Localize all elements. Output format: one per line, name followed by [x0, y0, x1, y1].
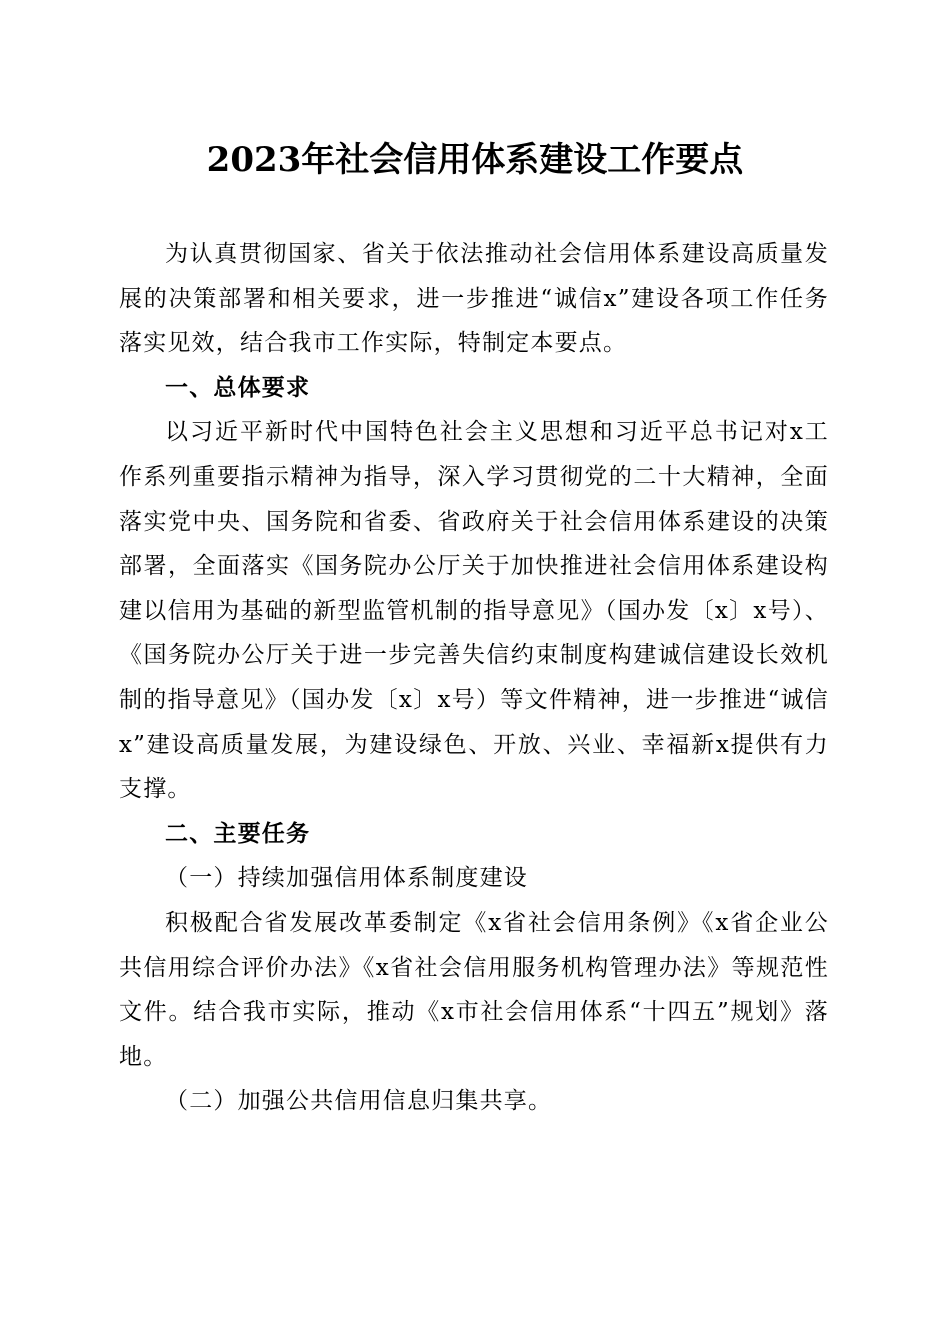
section-heading-overall-requirements: 一、总体要求 [165, 374, 311, 401]
subsection-heading-info-sharing: （二）加强公共信用信息归集共享。 [165, 1088, 553, 1115]
intro-paragraph: 为认真贯彻国家、省关于依法推动社会信用体系建设高质量发展的决策部署和相关要求，进一步推进“诚信x”建设各项工作任务落实见效，结合我市工作实际，特制定本要点。 [119, 241, 829, 357]
document-title: 2023年社会信用体系建设工作要点 [206, 140, 744, 180]
subsection-heading-credit-system: （一）持续加强信用体系制度建设 [165, 865, 528, 892]
overall-requirements-paragraph: 以习近平新时代中国特色社会主义思想和习近平总书记对x工作系列重要指示精神为指导，深入学习贯彻党的二十大精神，全面落实党中央、国务院和省委、省政府关于社会信用体系建设的决策部署，全面落实《国务院办公厅关于加快推进社会信用体系建设构建以信用为基础的新型监管机制的指导意见》（国办发〔x〕x号）、《国务院办公厅关于进一步完善失信约束制度构建诚信建设长效机制的指导意见》（国办发〔x〕x号）等文件精神，进一步推进“诚信x”建设高质量发展，为建设绿色、开放、兴业、幸福新x提供有力支撑。 [119, 419, 829, 803]
section-heading-main-tasks: 二、主要任务 [165, 820, 311, 847]
document-body [119, 232, 829, 1124]
credit-system-paragraph: 积极配合省发展改革委制定《x省社会信用条例》《x省企业公共信用综合评价办法》《x省社会信用服务机构管理办法》等规范性文件。结合我市实际，推动《x市社会信用体系“十四五”规划》落地。 [119, 909, 829, 1070]
